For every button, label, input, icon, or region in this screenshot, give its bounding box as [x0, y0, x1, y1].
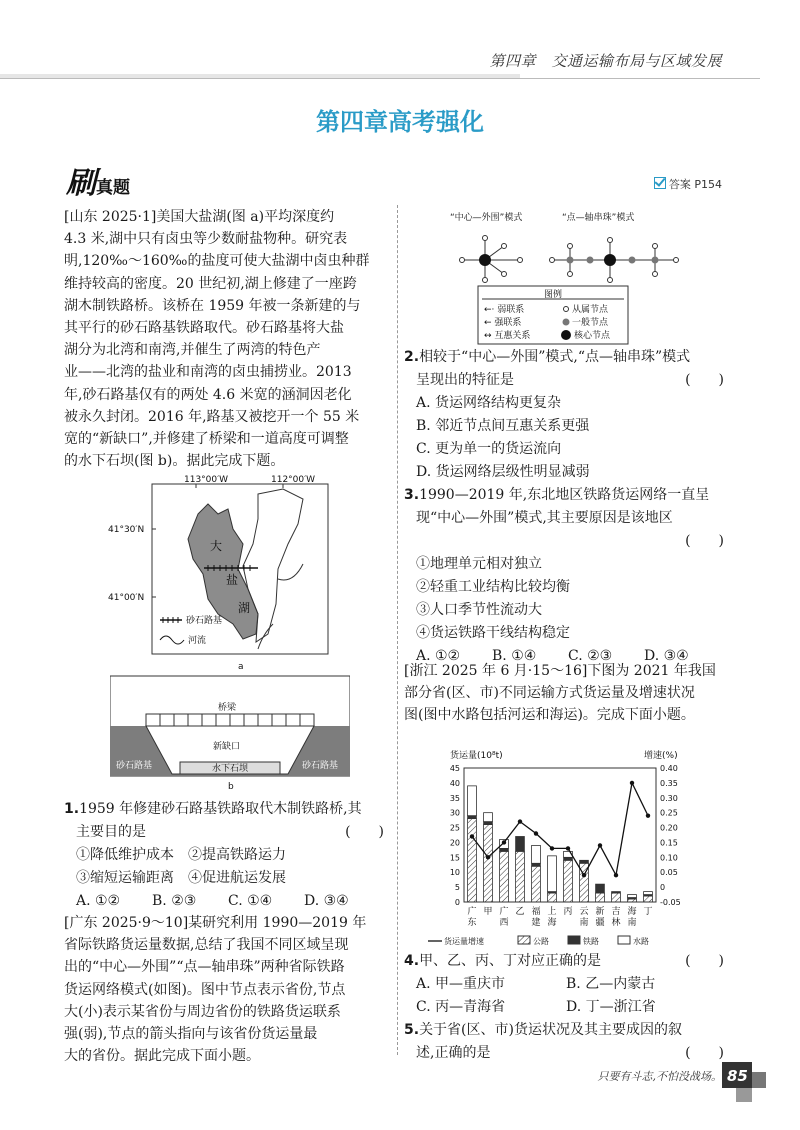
bar-rail — [532, 863, 541, 866]
x-tick-label: 海 — [547, 918, 557, 928]
option-d[interactable]: D. 货运网络层级性明显减弱 — [416, 464, 590, 480]
growth-point — [566, 846, 570, 850]
option-row — [64, 890, 384, 913]
x-tick-label: 南 — [627, 918, 637, 928]
question-stem: 1959 年修建砂石路基铁路取代木制铁路桥,其 — [79, 801, 362, 817]
option-c[interactable]: C. ①④ — [228, 893, 273, 909]
bar-water — [548, 856, 557, 892]
growth-point — [502, 840, 506, 844]
bar-water — [468, 786, 477, 816]
bar-road — [564, 860, 573, 902]
question-stem: 1990—2019 年,东北地区铁路货运网络一直呈 — [419, 487, 710, 503]
great-salt-lake-map — [108, 474, 338, 674]
passage-line: 大(小)表示某省份与周边省份的铁路货运联系 — [64, 1003, 341, 1020]
right-base-label: 砂石路基 — [302, 761, 339, 771]
bar-road — [532, 866, 541, 902]
x-tick-label: 广 — [499, 907, 509, 917]
passage-line: 省际铁路货运量数据,总结了我国不同区域呈现 — [64, 937, 349, 954]
legend-strong: ← 强联系 — [484, 318, 522, 328]
question-number: 4. — [404, 953, 420, 969]
question-number: 1. — [64, 801, 80, 817]
option-c[interactable]: C. 丙—青海省 — [416, 999, 506, 1015]
x-tick-label: 上 — [547, 907, 557, 917]
legend-general: 一般节点 — [572, 318, 609, 328]
x-tick-label: 广 — [467, 907, 477, 917]
x-tick-label: 云 — [579, 907, 589, 917]
option-a[interactable]: A. ①② — [76, 893, 121, 909]
legend-road-label: 公路 — [533, 937, 549, 946]
check-icon — [654, 177, 666, 189]
y-axis-label: 货运量(10⁸t) — [450, 751, 503, 761]
answer-blank[interactable]: ( ) — [685, 953, 724, 969]
x-tick-label: 东 — [467, 918, 477, 928]
y2-tick-label: 0.10 — [660, 853, 678, 863]
y2-tick-label: 0.35 — [660, 778, 678, 788]
passage-1 — [64, 206, 384, 472]
dam-label: 水下石坝 — [212, 764, 249, 774]
legend-road-swatch — [518, 936, 530, 944]
legend-river-label: 河流 — [188, 636, 207, 646]
passage-line: 的水下石坝(图 b)。据此完成下题。 — [64, 453, 285, 470]
longitude-label: 113°00′W — [184, 475, 229, 485]
growth-point — [582, 873, 586, 877]
question-stem: 甲、乙、丙、丁对应正确的是 — [419, 953, 602, 969]
bar-rail — [596, 884, 605, 893]
passage-line: 大的省份。据此完成下面小题。 — [64, 1048, 260, 1065]
bar-rail — [484, 822, 493, 825]
bar-road — [516, 851, 525, 902]
x-tick-label: 林 — [611, 918, 621, 928]
passage-3 — [404, 660, 726, 727]
section-tag-small: 真题 — [96, 178, 130, 198]
statement-item: ③人口季节性流动大 — [416, 602, 542, 618]
gap-label: 新缺口 — [213, 742, 241, 752]
passage-line: 年,砂石路基仅有的两处 4.6 米宽的涵洞因老化 — [64, 386, 352, 403]
y2-tick-label: 0.30 — [660, 793, 678, 803]
option-b[interactable]: B. ②③ — [152, 893, 197, 909]
x-tick-label: 丙 — [563, 907, 573, 917]
footer-motto: 只要有斗志,不怕没战场。 — [597, 1070, 722, 1083]
network-figure — [440, 208, 700, 348]
option-d[interactable]: D. 丁—浙江省 — [566, 999, 656, 1015]
y-tick-label: 30 — [449, 808, 460, 818]
legend-rail-label: 铁路 — [583, 937, 599, 946]
latitude-label: 41°00′N — [108, 593, 145, 603]
page-number-box — [722, 1062, 770, 1110]
question-stem: 呈现出的特征是 — [416, 372, 514, 388]
y-tick-label: 35 — [449, 793, 460, 803]
passage-2 — [64, 912, 384, 1067]
chapter-header: 第四章 交通运输布局与区域发展 — [489, 52, 722, 70]
question-stem: 现“中心—外围”模式,其主要原因是该地区 — [416, 510, 673, 526]
answer-blank[interactable]: ( ) — [345, 824, 384, 840]
network-modes-diagram — [440, 208, 700, 348]
freight-chart-svg — [420, 746, 720, 952]
longitude-label: 112°00′W — [271, 475, 316, 485]
question-stem: 主要目的是 — [76, 824, 146, 840]
x-tick-label: 吉 — [611, 907, 621, 917]
y2-tick-label: 0.05 — [660, 868, 678, 878]
page-number: 85 — [727, 1067, 748, 1085]
passage-line: [广东 2025·9～10]某研究利用 1990—2019 年 — [64, 915, 367, 931]
growth-point — [518, 819, 522, 823]
map-a — [108, 474, 338, 674]
legend-weak: ←· 弱联系 — [484, 305, 525, 315]
question-2 — [404, 346, 724, 484]
x-tick-label: 疆 — [595, 918, 605, 928]
latitude-label: 41°30′N — [108, 525, 145, 535]
growth-point — [646, 813, 650, 817]
statement-item: ①地理单元相对独立 — [416, 556, 542, 572]
legend-rail-label: 砂石路基 — [186, 616, 223, 626]
bar-rail — [564, 857, 573, 860]
growth-point — [470, 834, 474, 838]
growth-point — [486, 855, 490, 859]
question-3 — [404, 484, 724, 668]
option-c[interactable]: C. 更为单一的货运流向 — [416, 441, 562, 457]
question-stem: 关于省(区、市)货运状况及其主要成因的叙 — [419, 1022, 682, 1038]
passage-line: 宽的“新缺口”,并修建了桥梁和一道高度可调整 — [64, 431, 349, 448]
statement-item: ②轻重工业结构比较均衡 — [416, 579, 570, 595]
option-b[interactable]: B. ①④ — [492, 648, 537, 664]
answer-blank[interactable]: ( ) — [685, 372, 724, 388]
y2-tick-label: -0.05 — [660, 898, 681, 907]
growth-point — [614, 873, 618, 877]
passage-line: 明,120‰～160‰的盐度可使大盐湖中卤虫种群 — [64, 253, 370, 270]
y-tick-label: 15 — [449, 853, 460, 863]
x-tick-label: 乙 — [515, 907, 525, 917]
option-b[interactable]: B. 邻近节点间互惠关系更强 — [416, 418, 590, 434]
lake-char: 盐 — [226, 573, 239, 587]
option-a[interactable]: A. 甲—重庆市 — [416, 976, 506, 992]
bar-rail — [516, 836, 525, 851]
statement-item: ④货运铁路干线结构稳定 — [416, 625, 570, 641]
passage-line: 湖分为北湾和南湾,并催生了两湾的特色产 — [64, 342, 321, 359]
y-tick-label: 20 — [449, 838, 460, 848]
question-stem: 述,正确的是 — [416, 1045, 491, 1061]
bar-road — [484, 825, 493, 902]
passage-line: 业——北湾的盐业和南湾的卤虫捕捞业。2013 — [64, 364, 352, 381]
question-4 — [404, 950, 724, 1019]
passage-line: 强(弱),节点的箭头指向与该省份货运量最 — [64, 1026, 318, 1043]
passage-line: 维持较高的密度。20 世纪初,湖上修建了一座跨 — [64, 275, 357, 292]
y2-tick-label: 0 — [660, 883, 666, 893]
x-tick-label: 丁 — [643, 907, 653, 917]
legend-mutual: ↔ 互惠关系 — [484, 331, 531, 341]
x-tick-label: 福 — [531, 907, 541, 917]
bar-rail — [612, 892, 621, 893]
statement-item: ③缩短运输距离 ④促进航运发展 — [76, 870, 286, 886]
passage-line: 4.3 米,湖中只有卤虫等少数耐盐物种。研究表 — [64, 231, 348, 248]
y-tick-label: 0 — [454, 898, 460, 907]
x-tick-label: 西 — [499, 918, 509, 928]
figure-caption-a: a — [238, 662, 244, 672]
answer-blank[interactable]: ( ) — [685, 1045, 724, 1061]
legend-rail-swatch — [568, 936, 580, 944]
passage-line: 货运网络模式(如图)。图中节点表示省份,节点 — [64, 981, 346, 998]
question-5 — [404, 1019, 724, 1065]
bar-rail — [580, 860, 589, 863]
x-tick-label: 新 — [595, 907, 605, 917]
answer-reference: 答案 P154 — [654, 176, 722, 192]
option-c[interactable]: C. ②③ — [568, 648, 613, 664]
y-tick-label: 25 — [449, 823, 460, 833]
y2-tick-label: 0.20 — [660, 823, 678, 833]
column-divider — [397, 205, 398, 1055]
growth-point — [534, 831, 538, 835]
bar-rail — [500, 848, 509, 851]
header-divider — [0, 78, 760, 79]
y-tick-label: 45 — [449, 764, 460, 773]
bar-road — [548, 893, 557, 902]
bar-water — [628, 895, 637, 898]
passage-line: 其平行的砂石路基铁路取代。砂石路基将大盐 — [64, 320, 344, 337]
legend-water-label: 水路 — [633, 937, 649, 946]
passage-line: [浙江 2025 年 6 月·15～16]下图为 2021 年我国 — [404, 663, 716, 679]
left-base-label: 砂石路基 — [116, 761, 153, 771]
freight-chart — [420, 746, 720, 952]
bar-water — [532, 845, 541, 863]
question-number: 3. — [404, 487, 420, 503]
question-number: 5. — [404, 1022, 420, 1038]
option-d[interactable]: D. ③④ — [644, 648, 689, 664]
y2-axis-label: 增速(%) — [644, 751, 678, 761]
passage-line: 部分省(区、市)不同运输方式货运量及增速状况 — [404, 685, 695, 702]
question-1 — [64, 798, 384, 913]
bar-water — [644, 892, 653, 895]
section-tag-big: 刷 — [66, 166, 96, 201]
y-tick-label: 10 — [449, 868, 460, 878]
legend-subordinate: 从属节点 — [572, 305, 609, 315]
bar-road — [644, 896, 653, 902]
legend-growth-label: 货运量增速 — [444, 937, 484, 946]
figure-caption-b: b — [228, 782, 234, 792]
question-stem: 相较于“中心—外围”模式,“点—轴串珠”模式 — [419, 349, 691, 365]
legend-core: 核心节点 — [574, 331, 611, 341]
legend-title: 图例 — [544, 290, 563, 300]
option-d[interactable]: D. ③④ — [304, 893, 349, 909]
growth-point — [598, 843, 602, 847]
growth-line — [472, 783, 648, 875]
bar-rail — [468, 816, 477, 819]
diagram-b — [110, 674, 350, 794]
y-tick-label: 40 — [449, 778, 460, 788]
passage-line: 图(图中水路包括河运和海运)。完成下面小题。 — [404, 707, 695, 724]
option-b[interactable]: B. 乙—内蒙古 — [566, 976, 656, 992]
bar-road — [500, 851, 509, 902]
answer-blank[interactable]: ( ) — [685, 533, 724, 549]
bar-road — [468, 819, 477, 902]
passage-line: 湖木制铁路桥。该桥在 1959 年被一条新建的与 — [64, 297, 361, 314]
bar-road — [596, 893, 605, 902]
question-number: 2. — [404, 349, 420, 365]
passage-line: [山东 2025·1]美国大盐湖(图 a)平均深度约 — [64, 209, 335, 225]
bridge-label: 桥梁 — [218, 703, 237, 713]
x-tick-label: 甲 — [483, 907, 493, 917]
y-tick-label: 5 — [454, 883, 460, 893]
page-title: 第四章高考强化 — [316, 108, 484, 136]
passage-line: 出的“中心—外围”“点—轴串珠”两种省际铁路 — [64, 959, 345, 976]
new-gap-cross-section — [110, 674, 350, 794]
x-tick-label: 南 — [579, 918, 589, 928]
lake-char: 湖 — [238, 601, 251, 615]
bar-road — [628, 899, 637, 902]
bar-water — [484, 813, 493, 822]
passage-line: 被永久封闭。2016 年,路基又被挖开一个 55 米 — [64, 408, 360, 425]
growth-point — [630, 781, 634, 785]
bar-road — [612, 893, 621, 902]
option-a[interactable]: A. 货运网络结构更复杂 — [416, 395, 562, 411]
option-a[interactable]: A. ①② — [416, 648, 461, 664]
y2-tick-label: 0.25 — [660, 808, 678, 818]
statement-item: ①降低维护成本 ②提高铁路运力 — [76, 847, 286, 863]
y2-tick-label: 0.40 — [660, 764, 678, 773]
lake-char: 大 — [210, 539, 223, 553]
growth-point — [550, 846, 554, 850]
y2-tick-label: 0.15 — [660, 838, 678, 848]
mode2-label: “点—轴串珠”模式 — [562, 213, 635, 223]
x-tick-label: 建 — [531, 918, 541, 928]
section-tag — [66, 158, 130, 202]
x-tick-label: 海 — [627, 907, 637, 917]
legend-water-swatch — [618, 936, 630, 944]
mode1-label: “中心—外围”模式 — [450, 213, 523, 223]
